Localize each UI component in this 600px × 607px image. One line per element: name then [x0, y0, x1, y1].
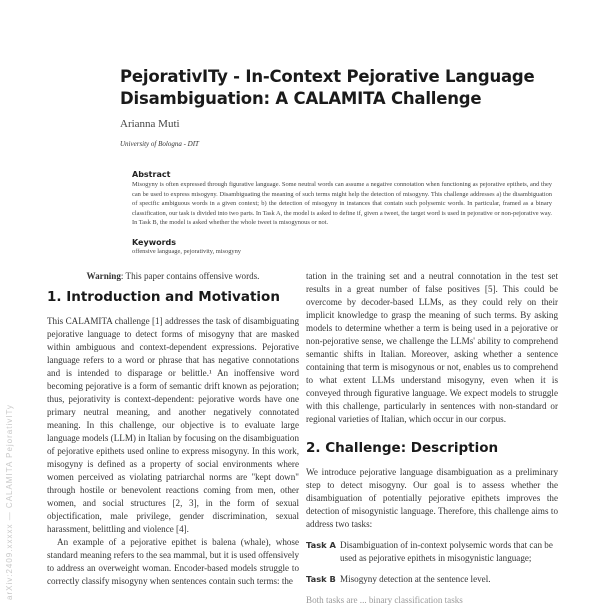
cutoff-line: Both tasks are ... binary classification tasks [306, 595, 463, 605]
warning-text: : This paper contains offensive words. [120, 271, 260, 281]
intro-paragraph-2: An example of a pejorative epithet is balena (whale), whose standard meaning refers to the sea mammal, but it is used offensively to address an overweight woman. Encoder-based models struggle to correctly classify misogyny when sentences contain such terms: the [47, 537, 299, 586]
keywords-block [132, 238, 552, 255]
challenge-paragraph: We introduce pejorative language disambiguation as a preliminary step to detect misogyny. Our goal is to assess whether the disambiguation of potentially pejorative epithets improves the detection of misogynistic language. Therefore, this challenge aims to address two tasks: [306, 467, 558, 529]
author-name: Arianna Muti [120, 118, 180, 130]
task-b-text: Misogyny detection at the sentence level. [340, 574, 491, 584]
warning-note [47, 270, 299, 283]
abstract-heading: Abstract [132, 170, 171, 179]
section-1-heading: 1. Introduction and Motivation [47, 289, 280, 305]
keywords-text: offensive language, pejorativity, misogyny [132, 248, 241, 255]
warning-label: Warning [86, 271, 121, 281]
watermark-text: arXiv:2409.xxxxx — CALAMITA PejorativITy [5, 404, 14, 600]
intro-paragraph-1: This CALAMITA challenge [1] addresses the task of disambiguating pejorative language to detect forms of misogyny that are masked within ambiguous and context-dependent expressions. Pejorative language refers to a word or phrase that has negative connotations and is intended to disparage or belittle.¹ An inoffensive word becoming pejorative is a form of semantic drift known as pejoration; thus, pejorativity is context-dependent: pejorative words have one primary neutral meaning, and another negatively connotated meaning. In this challenge, our objective is to evaluate large language models (LLM) in Italian by focusing on the disambiguation of pejorative epithets used online to express misogyny. In this work, misogyny is defined as a property of social environments where women perceived as violating patriarchal norms are "kept down" through hostile or benevolent reactions coming from men, other women, and social structures [2, 3], in the form of sexual objectification, male privilege, gender discrimination, sexual harassment, belittling and violence [4]. [47, 316, 299, 534]
abstract-text: Misogyny is often expressed through figurative language. Some neutral words can assume a negative connotation when functioning as pejorative epithets, and they can be used to express misogyny. Disambiguating the meaning of such terms might help the detection of misogyny. This challenge addresses a) the disambiguation of specific ambiguous words in a given context; b) the detection of misogyny in instances that contain such polysemic words. In particular, framed as a binary classification, our task is divided into two parts. In Task A, the model is asked to define if, given a tweet, the target word is used in pejorative or non-pejorative way. In Task B, the model is asked whether the whole tweet is misogynous or not. [132, 181, 552, 226]
task-b-label: Task B [306, 574, 336, 584]
section-2-heading: 2. Challenge: Description [306, 440, 499, 456]
intro-paragraph-3: tation in the training set and a neutral connotation in the test set results in a great number of false positives [5]. This could be overcome by decoder-based LLMs, as they could rely on their implicit knowledge to grasp the meaning of such terms. By asking models to determine whether a term is being used in a pejorative or non-pejorative sense, we challenge the LLMs' ability to comprehend semantic shifts in Italian. Moreover, asking whether a sentence containing that term is misogynous or not, enables us to comprehend to what extent LLMs understand misogyny, even when it is conveyed through figurative language. We expect models to struggle with this challenge, particularly in sentences with non-standard or regional varieties of Italian, which occur in our corpus. [306, 271, 558, 424]
keywords-heading: Keywords [132, 238, 177, 247]
right-column [306, 270, 558, 607]
abstract-block [132, 170, 552, 228]
left-column [47, 270, 299, 588]
author-affiliation: University of Bologna - DIT [120, 140, 199, 148]
task-b-item [306, 573, 558, 586]
task-a-text: Disambiguation of in-context polysemic words that can be used as pejorative epithets in misogynistic language; [340, 540, 553, 563]
task-a-label: Task A [306, 540, 336, 550]
task-a-item [306, 539, 558, 565]
arxiv-watermark [0, 380, 16, 600]
paper-title: PejorativITy - In-Context Pejorative Language Disambiguation: A CALAMITA Challenge [120, 67, 535, 108]
